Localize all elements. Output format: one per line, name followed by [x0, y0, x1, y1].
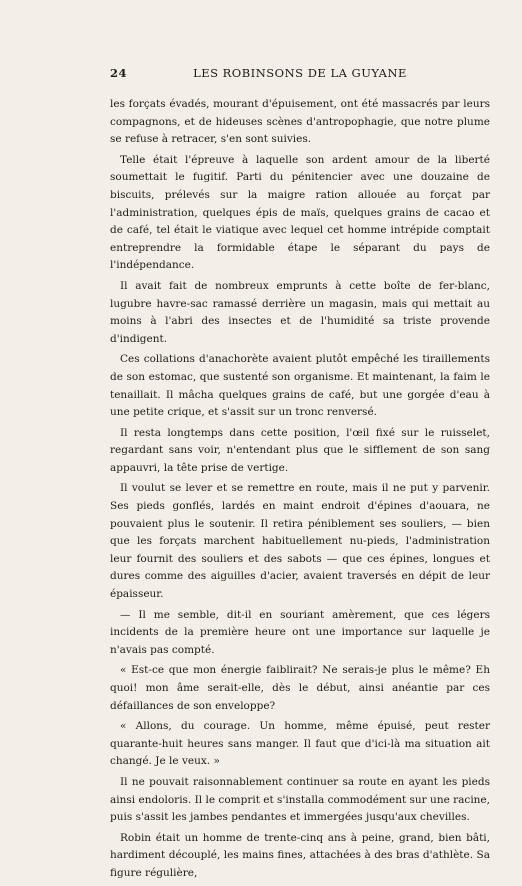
paragraph: Il resta longtemps dans cette position, l'œil fixé sur le ruisselet, regardant sans voir, n'entendant plus que le sifflement de son sang appauvri, la tête prise de vertige.	[110, 426, 490, 474]
paragraph: Il avait fait de nombreux emprunts à cette boîte de fer-blanc, lugubre havre-sac ramassé derrière un magasin, mais qui mettait au moins à l'abri des insectes et de l'humidité sa triste provende d'indigent.	[110, 279, 490, 345]
paragraph: Telle était l'épreuve à laquelle son ardent amour de la liberté soumettait le fugitif. Parti du pénitencier avec une douzaine de biscuits, prélevés sur la maigre ration allouée au forçat par l'administration, quelques épis de maïs, quelques grains de cacao et de café, tel était le viatique avec lequel cet homme intrépide comptait entreprendre la formidable étape le séparant du pays de l'indépendance.	[110, 153, 490, 272]
paragraph: Ces collations d'anachorète avaient plutôt empêché les tiraillements de son estomac, que sustenté son organisme. Et maintenant, la faim le tenaillait. Il mâcha quelques grains de café, but une gorgée d'eau à une petite crique, et s'assit sur un tronc renversé.	[110, 353, 490, 419]
paragraph: « Est-ce que mon énergie faiblirait? Ne serais-je plus le même? Eh quoi! mon âme serait-elle, dès le début, ainsi anéantie par ces défaillances de son enveloppe?	[110, 664, 490, 712]
paragraph: Robin était un homme de trente-cinq ans à peine, grand, bien bâti, hardiment découplé, les mains fines, attachées à des bras d'athlète. Sa figure régulière,	[110, 831, 490, 879]
paragraph: les forçats évadés, mourant d'épuisement, ont été massacrés par leurs compagnons, et de hideuses scènes d'antropophagie, que notre plume se refuse à retracer, s'en sont suivies.	[110, 98, 490, 146]
paragraph: Il ne pouvait raisonnablement continuer sa route en ayant les pieds ainsi endoloris. Il le comprit et s'installa commodément sur une racine, puis s'assit les jambes pendantes et immergées jusqu'aux chevilles.	[110, 775, 490, 824]
paragraph: — Il me semble, dit-il en souriant amèrement, que ces légers incidents de la première heure ont une importance sur laquelle je n'avais pas compté.	[110, 608, 490, 656]
page-number: 24	[110, 66, 128, 80]
running-title: LES ROBINSONS DE LA GUYANE	[193, 66, 407, 80]
paragraph: Il voulut se lever et se remettre en route, mais il ne put y parvenir. Ses pieds gonflés, lardés en maint endroit d'épines d'aouara, ne pouvaient plus le soutenir. Il retira péniblement ses souliers, — bien que les forçats marchent habituellement nu-pieds, l'administration leur fournit des souliers et des sabots — que ces épines, longues et dures comme des aiguilles d'acier, avaient traversés en dépit de leur épaisseur.	[110, 482, 490, 601]
paragraph: « Allons, du courage. Un homme, même épuisé, peut rester quarante-huit heures sans manger. Il faut que d'ici-là ma situation ait changé. Je le veux. »	[110, 720, 490, 768]
body-text	[110, 96, 490, 886]
